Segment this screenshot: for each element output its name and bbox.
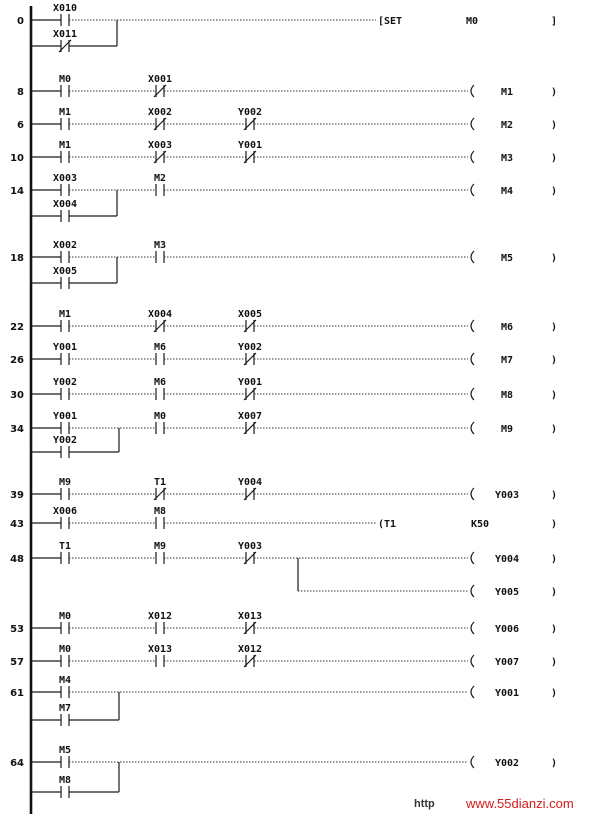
- contact-label: X012: [237, 644, 263, 655]
- no-contact-m3: [154, 240, 166, 263]
- nc-contact-x003: [148, 140, 172, 163]
- step-number: 64: [10, 758, 24, 769]
- no-contact-m7: [59, 703, 71, 726]
- nc-contact-y002: [238, 342, 262, 365]
- no-contact-m1: [59, 309, 71, 332]
- contact-label: X013: [237, 611, 263, 622]
- no-contact-y001: [53, 411, 77, 434]
- coil-label: M8: [500, 390, 514, 401]
- contact-label: Y002: [52, 377, 78, 388]
- nc-contact-y001: [238, 377, 262, 400]
- nc-contact-x001: [148, 74, 172, 97]
- step-number: 18: [10, 253, 24, 264]
- no-contact-m1: [59, 107, 71, 130]
- step-number: 10: [10, 153, 24, 164]
- rung-61: [10, 675, 557, 726]
- nc-contact-x013: [238, 611, 262, 634]
- coil-close: ): [550, 554, 558, 565]
- contact-label: T1: [58, 541, 72, 552]
- coil-label: M2: [500, 120, 514, 131]
- instruction-operand: K50: [470, 519, 490, 530]
- rung-43: [10, 506, 557, 530]
- contact-label: Y003: [237, 541, 263, 552]
- contact-label: M4: [58, 675, 72, 686]
- no-contact-x004: [53, 199, 77, 222]
- coil-label: M1: [500, 87, 514, 98]
- contact-label: T1: [153, 477, 167, 488]
- coil-close: ): [550, 758, 558, 769]
- instruction-text: [SET: [378, 16, 403, 27]
- step-number: 0: [17, 16, 24, 27]
- contact-label: X005: [237, 309, 263, 320]
- coil-left-arc: [471, 118, 474, 130]
- no-contact-m9: [154, 541, 166, 564]
- contact-label: Y001: [237, 377, 263, 388]
- watermark-http: http: [414, 798, 435, 810]
- contact-label: M3: [153, 240, 167, 251]
- coil-close: ): [550, 688, 558, 699]
- contact-label: M0: [153, 411, 167, 422]
- rung-53: [10, 611, 557, 635]
- no-contact-m0: [59, 644, 71, 667]
- coil-label: Y007: [494, 657, 520, 668]
- step-number: 39: [10, 490, 24, 501]
- coil-close: ): [550, 355, 558, 366]
- coil-label: M9: [500, 424, 514, 435]
- contact-label: X013: [147, 644, 173, 655]
- coil-close: ): [550, 120, 558, 131]
- nc-contact-x002: [148, 107, 172, 130]
- contact-label: M0: [58, 74, 72, 85]
- rung-64: [10, 745, 557, 798]
- coil-left-arc: [471, 388, 474, 400]
- contact-label: Y001: [52, 342, 78, 353]
- contact-label: X012: [147, 611, 173, 622]
- step-number: 57: [10, 657, 24, 668]
- no-contact-y001: [53, 342, 77, 365]
- step-number: 48: [10, 554, 24, 565]
- rung-30: [10, 377, 557, 401]
- no-contact-m6: [154, 377, 166, 400]
- contact-label: X003: [147, 140, 173, 151]
- coil-close: ): [550, 390, 558, 401]
- contact-label: X002: [52, 240, 78, 251]
- no-contact-m8: [59, 775, 71, 798]
- instruction-close: ): [550, 519, 558, 530]
- contact-label: X006: [52, 506, 78, 517]
- rung-14: [10, 173, 557, 222]
- nc-contact-y002: [238, 107, 262, 130]
- coil-close: ): [550, 424, 558, 435]
- contact-label: M8: [153, 506, 167, 517]
- contact-label: M1: [58, 140, 72, 151]
- no-contact-x010: [53, 3, 77, 26]
- rung-57: [10, 644, 557, 668]
- step-number: 43: [10, 519, 24, 530]
- coil-label: M6: [500, 322, 514, 333]
- nc-contact-x007: [238, 411, 262, 434]
- coil-left-arc: [471, 585, 474, 597]
- contact-label: X011: [52, 29, 78, 40]
- no-contact-m9: [59, 477, 71, 500]
- coil-left-arc: [471, 622, 474, 634]
- no-contact-m0: [154, 411, 166, 434]
- no-contact-x006: [53, 506, 77, 529]
- no-contact-m4: [59, 675, 71, 698]
- contact-label: Y001: [237, 140, 263, 151]
- contact-label: M0: [58, 611, 72, 622]
- contact-label: M2: [153, 173, 167, 184]
- contact-label: X005: [52, 266, 78, 277]
- step-number: 61: [10, 688, 24, 699]
- coil-left-arc: [471, 251, 474, 263]
- step-number: 30: [10, 390, 24, 401]
- rungs: [10, 3, 557, 798]
- rung-6: [17, 107, 557, 131]
- no-contact-m1: [59, 140, 71, 163]
- watermark-site: www.55dianzi.com: [466, 796, 574, 811]
- step-number: 14: [10, 186, 24, 197]
- coil-label: M3: [500, 153, 514, 164]
- coil-left-arc: [471, 552, 474, 564]
- contact-label: M1: [58, 309, 72, 320]
- coil-left-arc: [471, 756, 474, 768]
- step-number: 8: [17, 87, 24, 98]
- no-contact-x012: [148, 611, 172, 634]
- nc-contact-x004: [148, 309, 172, 332]
- nc-contact-x005: [238, 309, 262, 332]
- no-contact-m2: [154, 173, 166, 196]
- coil-close: ): [550, 153, 558, 164]
- contact-label: X001: [147, 74, 173, 85]
- coil-label: Y005: [494, 587, 520, 598]
- coil-left-arc: [471, 184, 474, 196]
- contact-label: M9: [58, 477, 72, 488]
- no-contact-x002: [53, 240, 77, 263]
- coil-label: Y004: [494, 554, 520, 565]
- nc-contact-t1: [154, 477, 166, 500]
- contact-label: M5: [58, 745, 72, 756]
- rung-0: [17, 3, 557, 52]
- contact-label: X004: [52, 199, 78, 210]
- rung-39: [10, 477, 557, 501]
- rung-8: [17, 74, 557, 98]
- nc-contact-x012: [238, 644, 262, 667]
- step-number: 22: [10, 322, 24, 333]
- contact-label: Y002: [237, 342, 263, 353]
- rung-26: [10, 342, 557, 366]
- coil-close: ): [550, 253, 558, 264]
- contact-label: M6: [153, 342, 167, 353]
- coil-label: Y003: [494, 490, 520, 501]
- coil-left-arc: [471, 686, 474, 698]
- no-contact-y002: [53, 435, 77, 458]
- coil-left-arc: [471, 655, 474, 667]
- coil-label: M7: [500, 355, 514, 366]
- coil-label: Y002: [494, 758, 520, 769]
- contact-label: M8: [58, 775, 72, 786]
- no-contact-m0: [59, 74, 71, 97]
- contact-label: X004: [147, 309, 173, 320]
- contact-label: X010: [52, 3, 78, 14]
- no-contact-x003: [53, 173, 77, 196]
- rung-48: [10, 541, 557, 598]
- coil-left-arc: [471, 353, 474, 365]
- contact-label: Y002: [52, 435, 78, 446]
- rung-10: [10, 140, 557, 164]
- nc-contact-y004: [238, 477, 262, 500]
- step-number: 6: [17, 120, 24, 131]
- coil-left-arc: [471, 85, 474, 97]
- coil-left-arc: [471, 151, 474, 163]
- contact-label: M0: [58, 644, 72, 655]
- no-contact-m6: [154, 342, 166, 365]
- contact-label: Y001: [52, 411, 78, 422]
- coil-label: Y006: [494, 624, 520, 635]
- coil-label: M5: [500, 253, 514, 264]
- coil-left-arc: [471, 488, 474, 500]
- contact-label: X003: [52, 173, 78, 184]
- contact-label: Y002: [237, 107, 263, 118]
- contact-label: X007: [237, 411, 263, 422]
- coil-close: ): [550, 87, 558, 98]
- no-contact-x005: [53, 266, 77, 289]
- coil-close: ): [550, 587, 558, 598]
- rung-18: [10, 240, 557, 289]
- step-number: 53: [10, 624, 24, 635]
- rung-34: [10, 411, 557, 458]
- instruction-text: (T1: [378, 519, 397, 530]
- coil-close: ): [550, 186, 558, 197]
- no-contact-t1: [59, 541, 71, 564]
- contact-label: Y004: [237, 477, 263, 488]
- coil-left-arc: [471, 422, 474, 434]
- coil-close: ): [550, 322, 558, 333]
- nc-contact-x011: [53, 29, 77, 52]
- coil-label: Y001: [494, 688, 520, 699]
- contact-label: M6: [153, 377, 167, 388]
- coil-left-arc: [471, 320, 474, 332]
- instruction-close: ]: [550, 16, 558, 27]
- contact-label: X002: [147, 107, 173, 118]
- step-number: 34: [10, 424, 24, 435]
- nc-contact-y001: [238, 140, 262, 163]
- no-contact-m5: [59, 745, 71, 768]
- coil-close: ): [550, 490, 558, 501]
- nc-contact-y003: [238, 541, 262, 564]
- instruction-operand: M0: [465, 16, 479, 27]
- coil-label: M4: [500, 186, 514, 197]
- coil-close: ): [550, 657, 558, 668]
- step-number: 26: [10, 355, 24, 366]
- rung-22: [10, 309, 557, 333]
- no-contact-m8: [154, 506, 166, 529]
- contact-label: M7: [58, 703, 72, 714]
- contact-label: M9: [153, 541, 167, 552]
- no-contact-m0: [59, 611, 71, 634]
- no-contact-x013: [148, 644, 172, 667]
- contact-label: M1: [58, 107, 72, 118]
- no-contact-y002: [53, 377, 77, 400]
- coil-close: ): [550, 624, 558, 635]
